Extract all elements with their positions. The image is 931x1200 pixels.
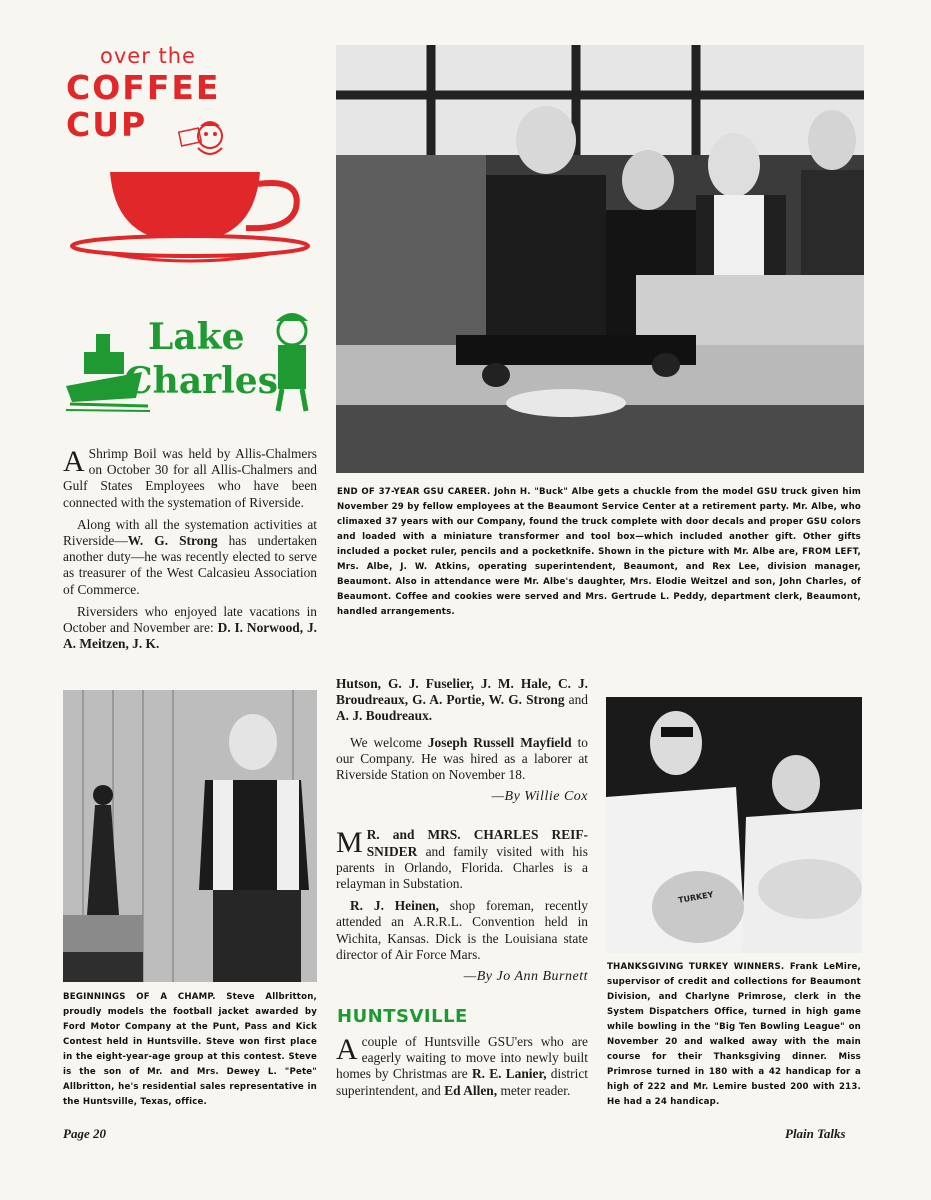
welcome-paragraph <box>336 735 588 784</box>
dropcap-a-huntsville: A <box>336 1033 358 1066</box>
huntsville-text-3: meter reader. <box>500 1082 571 1098</box>
turkey-caption-lead: THANKSGIVING TURKEY WINNERS. <box>607 962 785 972</box>
byline-willie-cox: —By Willie Cox <box>491 789 588 805</box>
champ-photo <box>63 690 317 982</box>
huntsville-paragraph <box>336 1034 588 1099</box>
champ-photo-scene <box>63 690 317 982</box>
lanier-name: R. E. Lanier, <box>471 1066 547 1082</box>
vacations-continued-paragraph <box>336 676 588 725</box>
champ-caption-body: Steve Allbritton, proudly models the football jacket awarded by Ford Motor Company at the Punt, Pass and Kick Contest held in Huntsville. Steve won first place in the eight-year-age group at this contest. Steve is the son of Mr. and Mrs. Dewey L. "Pete" Allbritton, he's residential sales representative in the Huntsville, Texas, office. <box>63 992 317 1107</box>
shrimp-boil-paragraph <box>63 446 317 511</box>
turkey-caption-body: Frank LeMire, supervisor of credit and collections for Beaumont Division, and Charlyne Primrose, clerk in the System Dispatchers Office, turned in high game while bowling in the "Big Ten Bowling League" on November 20 and walked away with the main course for their Thanksgiving dinner. Miss Primrose turned in 180 with a 42 handicap for a high of 222 and Mr. Lemire busted 200 with 213. He had a 24 handicap. <box>607 962 862 1107</box>
dropcap-m: M <box>336 826 363 860</box>
strong-paragraph <box>63 517 317 598</box>
charles-logo-text: Charles <box>124 360 278 402</box>
cup-heading: CUP <box>66 105 148 144</box>
vacations-and: and <box>568 692 588 708</box>
retirement-photo-caption <box>337 485 861 620</box>
vacations-names: D. I. Norwood, J. A. Meitzen, J. K. <box>63 620 317 652</box>
champ-photo-caption <box>63 990 317 1110</box>
heinen-name: R. J. Heinen, <box>350 898 440 914</box>
vacations-names-continued: Hutson, G. J. Fuselier, J. M. Hale, C. J. Broudreaux, G. A. Portie, W. G. Strong <box>336 676 588 708</box>
dropcap-a: A <box>63 445 85 478</box>
vacations-paragraph <box>63 604 317 653</box>
reifsnider-text: and family visited with his parents in Orlando, Florida. Charles is a relayman in Substation. <box>336 843 588 892</box>
page-number: Page 20 <box>63 1126 106 1141</box>
retirement-photo-scene <box>336 45 864 473</box>
huntsville-text-2: district superintendent, and <box>336 1066 588 1098</box>
retirement-party-photo <box>336 45 864 473</box>
welcome-text-b: to our Company. He was hired as a laborer at Riverside Station on November 18. <box>336 734 588 783</box>
coffee-cup-illustration <box>70 112 320 272</box>
over-the-heading: over the <box>100 44 196 68</box>
lake-logo-text: Lake <box>148 316 245 358</box>
coffee-heading: COFFEE <box>66 68 221 107</box>
publication-title: Plain Talks <box>785 1126 846 1141</box>
allen-name: Ed Allen, <box>444 1082 498 1098</box>
champ-caption-lead: BEGINNINGS OF A CHAMP. <box>63 992 216 1002</box>
mascot-illustration <box>262 305 322 415</box>
turkey-photo-caption <box>607 960 861 1110</box>
turkey-photo-scene <box>606 697 862 953</box>
vacations-last-name: A. J. Boudreaux. <box>336 708 433 724</box>
heinen-text: shop foreman, recently attended an A.R.R.L. Convention held in Wichita, Kansas. Dick is the Louisiana state director of Air Force Mars. <box>336 898 588 962</box>
strong-text-b: has undertaken another duty—he was recently elected to serve as treasurer of the West Calcasieu Association of Commerce. <box>63 533 317 597</box>
retirement-caption-body: John H. "Buck" Albe gets a chuckle from the model GSU truck given him November 29 by fellow employees at the Beaumont Service Center at a retirement party. Mr. Albe, who climaxed 37 years with our Company, found the truck complete with door decals and proper GSU colors and loaded with a miniature transformer and tool box—which included another gift. Other gifts included a pocket ruler, pencils and a pocketknife. Shown in the picture with Mr. Albe are, FROM LEFT, Mrs. Albe, J. W. Atkins, operating superintendent, Beaumont, and Rex Lee, division manager, Beaumont. Also in attendance were Mr. Albe's daughter, Mrs. Elodie Weitzel and son, John Charles, of Beaumont. Coffee and cookies were served and Mrs. Gertrude L. Peddy, department clerk, Beaumont, handled arrangements. <box>337 487 862 617</box>
welcome-text-a: We welcome <box>350 734 422 750</box>
welcome-name: Joseph Russell Mayfield <box>427 734 572 750</box>
strong-name: W. G. Strong <box>127 533 218 549</box>
huntsville-heading: HUNTSVILLE <box>337 1006 468 1027</box>
byline-jo-ann-burnett: —By Jo Ann Burnett <box>463 969 588 985</box>
reifsnider-caps: R. and MRS. CHARLES REIF-SNIDER <box>366 827 588 859</box>
retirement-caption-lead: END OF 37-YEAR GSU CAREER. <box>337 487 491 497</box>
huntsville-text-1: couple of Huntsville GSU'ers who are eagerly waiting to move into newly built homes by Christmas are <box>336 1034 588 1082</box>
reifsnider-paragraph <box>336 827 588 892</box>
heinen-paragraph <box>336 898 588 963</box>
turkey-winners-photo <box>606 697 862 953</box>
shrimp-boil-text: Shrimp Boil was held by Allis-Chalmers on October 30 for all Allis-Chalmers and Gulf States Employees who have been connected with the systemation of Riverside. <box>63 446 317 510</box>
lake-charles-text-column <box>63 446 317 658</box>
turkey-label: TURKEY <box>677 889 715 906</box>
vacations-text: Riversiders who enjoyed late vacations in October and November are: <box>63 603 317 636</box>
middle-text-column <box>336 676 588 993</box>
strong-text-a: Along with all the systemation activities at Riverside— <box>63 516 317 549</box>
